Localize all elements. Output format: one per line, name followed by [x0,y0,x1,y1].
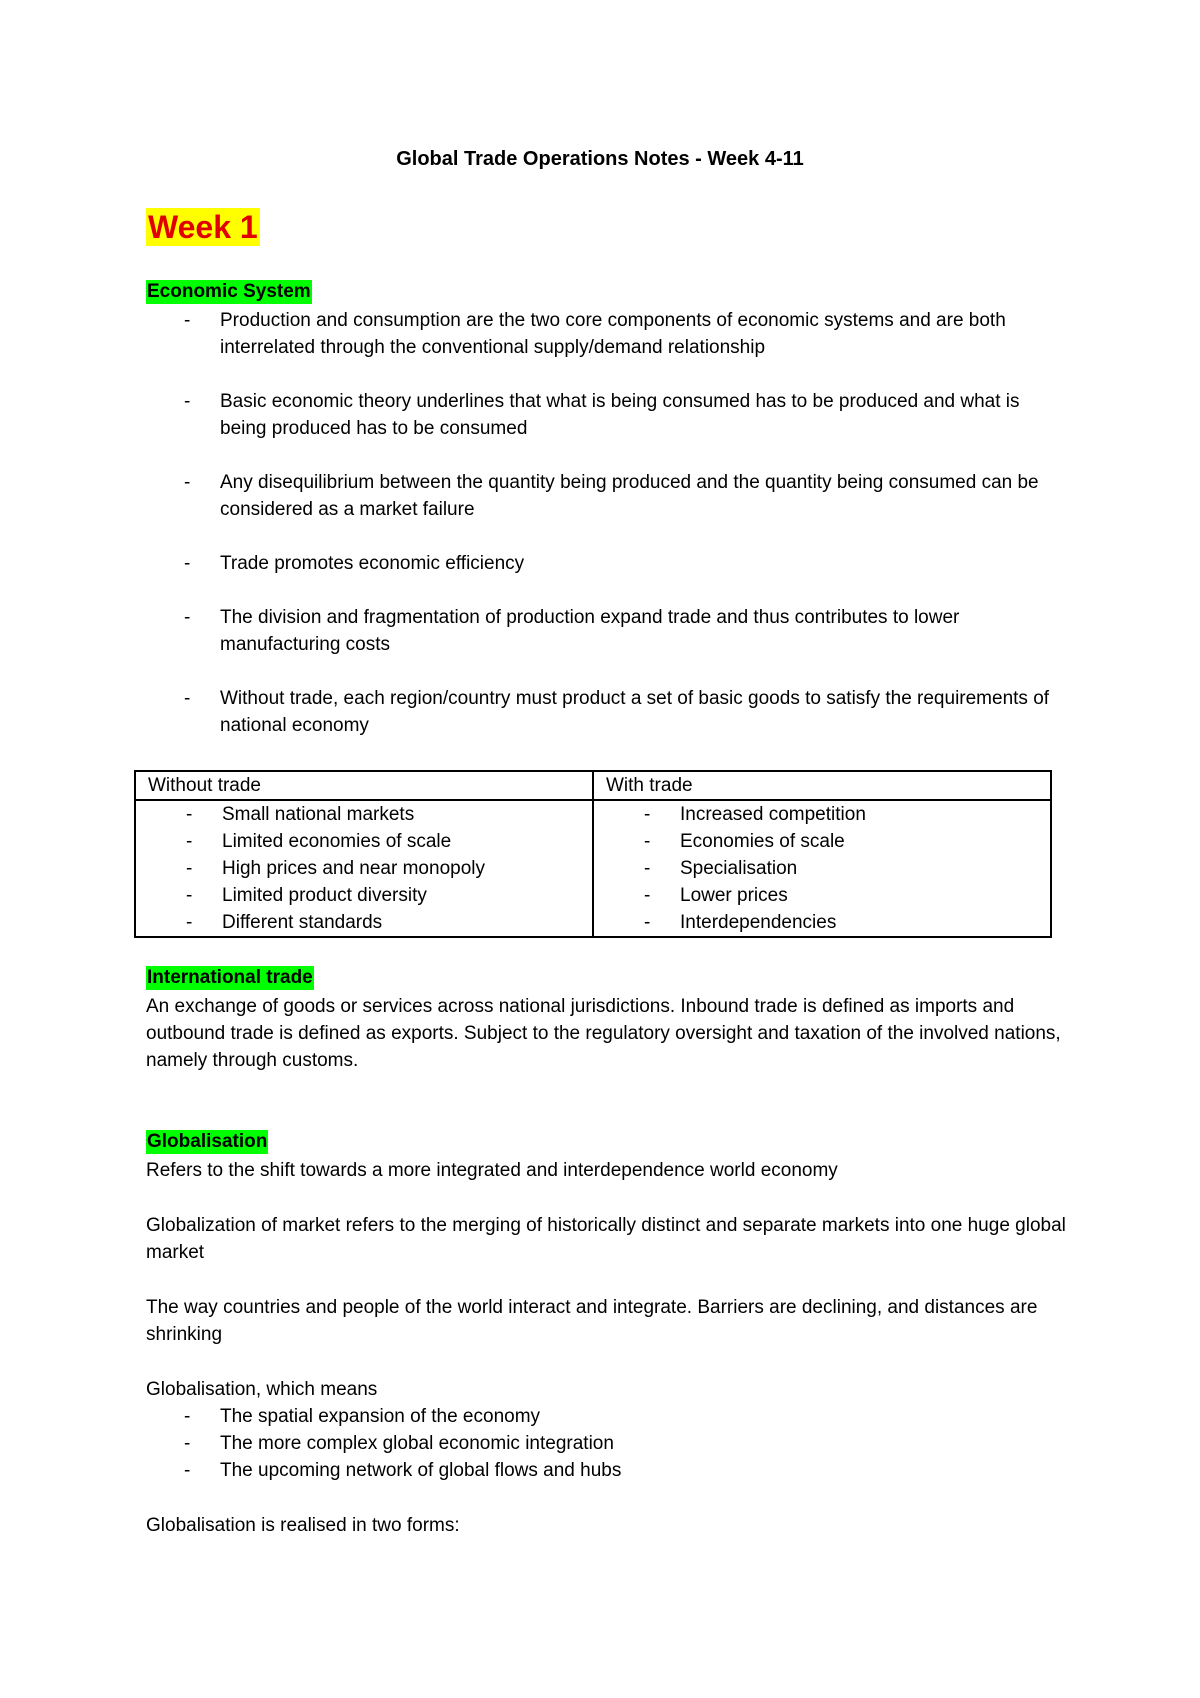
dash-marker: - [644,804,651,825]
list-item [606,909,1038,936]
list-item [146,1430,1066,1457]
dash-marker: - [184,553,191,574]
international-trade-heading: International trade [147,967,313,988]
list-item [146,604,1066,658]
globalisation-heading: Globalisation [147,1131,268,1152]
cell-text: Lower prices [680,885,788,906]
dash-marker: - [186,804,193,825]
globalisation-means-intro: Globalisation, which means [146,1379,378,1400]
dash-marker: - [184,607,191,628]
dash-marker: - [184,688,191,709]
dash-marker: - [186,858,193,879]
cell-text: High prices and near monopoly [222,858,485,879]
bullet-text: Production and consumption are the two core components of economic systems and are both interrelated through the conventional supply/demand relationship [220,310,1006,358]
dash-marker: - [186,912,193,933]
dash-marker: - [644,858,651,879]
dash-marker: - [644,885,651,906]
cell-text: Small national markets [222,804,415,825]
list-item [146,550,1066,577]
header-with-trade: With trade [593,771,1051,800]
list-item [146,307,1066,361]
list-item [148,801,580,828]
list-item [146,388,1066,442]
cell-text: Limited product diversity [222,885,427,906]
cell-text: Limited economies of scale [222,831,452,852]
globalisation-paragraph: Refers to the shift towards a more integrated and interdependence world economy [146,1160,838,1181]
cell-text: Specialisation [680,858,798,879]
cell-text: Economies of scale [680,831,845,852]
list-item [146,1457,1066,1484]
list-item [606,801,1038,828]
dash-marker: - [186,831,193,852]
list-item [146,685,1066,739]
globalisation-paragraph: The way countries and people of the world interact and integrate. Barriers are declining, and distances are shrinking [146,1297,1038,1345]
bullet-text: Trade promotes economic efficiency [220,553,525,574]
list-item [146,469,1066,523]
dash-marker: - [644,831,651,852]
list-item [148,909,580,936]
without-trade-list [148,801,580,936]
document-title: Global Trade Operations Notes - Week 4-11 [396,148,804,170]
dash-marker: - [184,1406,191,1427]
table-header-row [135,771,1051,800]
dash-marker: - [184,310,191,331]
bullet-text: Any disequilibrium between the quantity being produced and the quantity being consumed can be considered as a market failure [220,472,1039,520]
bullet-text: The upcoming network of global flows and hubs [220,1460,622,1481]
bullet-text: The more complex global economic integration [220,1433,614,1454]
list-item [606,882,1038,909]
dash-marker: - [184,1460,191,1481]
with-trade-cell [593,800,1051,937]
list-item [148,855,580,882]
economic-system-bullet-list [146,307,1066,766]
bullet-text: Basic economic theory underlines that what is being consumed has to be produced and what is being produced has to be consumed [220,391,1020,439]
dash-marker: - [186,885,193,906]
list-item [148,882,580,909]
without-trade-cell [135,800,593,937]
bullet-text: The spatial expansion of the economy [220,1406,541,1427]
globalisation-forms-intro: Globalisation is realised in two forms: [146,1515,460,1536]
table-row [135,800,1051,937]
dash-marker: - [184,472,191,493]
week-heading: Week 1 [148,209,258,245]
dash-marker: - [184,391,191,412]
list-item [146,1403,1066,1430]
cell-text: Interdependencies [680,912,837,933]
globalisation-means-list [146,1403,1066,1484]
cell-text: Different standards [222,912,383,933]
trade-comparison-table [134,770,1052,938]
header-without-trade: Without trade [135,771,593,800]
international-trade-text: An exchange of goods or services across national jurisdictions. Inbound trade is defined as imports and outbound trade is defined as exports. Subject to the regulatory oversight and taxation of the involved nations, namely through customs. [146,996,1061,1071]
list-item [606,828,1038,855]
cell-text: Increased competition [680,804,866,825]
bullet-text: Without trade, each region/country must product a set of basic goods to satisfy the requirements of national economy [220,688,1050,736]
economic-system-heading: Economic System [147,281,311,302]
globalisation-paragraph: Globalization of market refers to the merging of historically distinct and separate markets into one huge global market [146,1215,1066,1263]
dash-marker: - [184,1433,191,1454]
list-item [606,855,1038,882]
dash-marker: - [644,912,651,933]
bullet-text: The division and fragmentation of production expand trade and thus contributes to lower manufacturing costs [220,607,960,655]
with-trade-list [606,801,1038,936]
list-item [148,828,580,855]
